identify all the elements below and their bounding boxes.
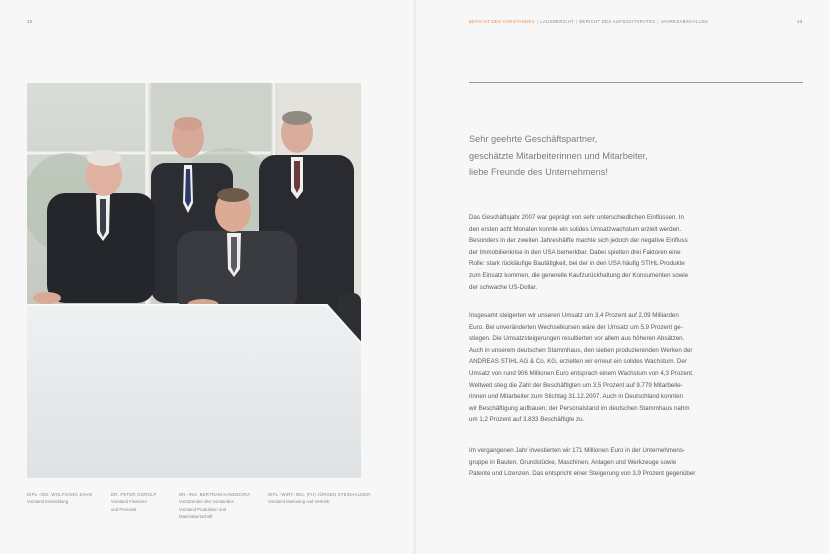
body-line: zum Einsatz kommen, die generelle Kaufzurückhaltung der Konsumenten sowie [469,271,689,279]
caption-name: DIPL.-ING. WOLFGANG ZAHN [27,492,92,497]
header-section: BERICHT DES AUFSICHTSRATES [579,19,656,24]
salutation [469,131,769,181]
body-line: stiegen. Die Umsatzsteigerungen resultierten vor allem aus höheren Absätzen. [469,335,685,343]
body-line: Umsatz von rund 906 Millionen Euro entsprach einem Wachstum von 4,3 Prozent. [469,369,694,377]
caption-name: DIPL.-WIRT.-ING. (FH) JÜRGEN STEINHAUSER [268,492,371,497]
body-line: Das Geschäftsjahr 2007 war geprägt von sehr unterschiedlichen Einflüssen. In [469,214,684,221]
body-paragraph [469,445,729,480]
salutation-line: Sehr geehrte Geschäftspartner, [469,134,598,144]
body-line: der schwache US-Dollar. [469,283,538,291]
header-rule [469,82,803,83]
body-paragraph [469,212,729,293]
caption-role: Vorstand Entwicklung [27,499,69,505]
caption-board-member [179,491,263,521]
caption-role: Materialwirtschaft [179,514,213,520]
body-line: Patente und Lizenzen. Das entspricht einer Steigerung von 3,9 Prozent gegenüber [469,470,696,478]
caption-role: Vorsitzender des Vorstandes [179,499,234,505]
caption-role: und Personal [111,506,137,512]
caption-board-member [268,491,378,506]
body-line: um 1,2 Prozent auf 3.833 Beschäftigte zu. [469,416,585,424]
body-paragraph [469,310,729,426]
caption-name: DR.-ING. BERTRAM KANDZIORA [179,492,251,497]
body-line: wir Beschäftigung aufbauen; der Personalstand im deutschen Stammhaus nahm [469,404,690,412]
running-header: BERICHT DES VORSTANDES | LAGEBERICHT | BERICHT DES AUFSICHTSRATES | JAHRESABSCHLUSS [469,19,709,24]
header-section-active: BERICHT DES VORSTANDES [469,19,535,24]
caption-board-member [111,491,175,513]
body-line: Weltweit stieg die Zahl der Beschäftigten um 3,5 Prozent auf 9.779 Mitarbeite- [469,381,683,389]
page-number-left: 12 [27,19,33,24]
page-number-right: 13 [797,19,803,24]
salutation-line: geschätzte Mitarbeiterinnen und Mitarbeiter, [469,150,648,161]
body-line: der Immobilienkrise in den USA bemerkbar. Dabei spielten drei Faktoren eine [469,248,681,256]
body-line: gruppe in Bauten, Grundstücke, Maschinen, Anlagen und Werkzeuge sowie [469,458,677,466]
body-line: Rolle: stark rückläufige Bautätigkeit, bei der in den USA häufig STIHL Produkte [469,260,685,268]
body-line: Insgesamt steigerten wir unseren Umsatz um 3,4 Prozent auf 2,09 Milliarden [469,312,679,319]
caption-role: Vorstand Finanzen [111,499,147,505]
body-line: Besonders in der zweiten Jahreshälfte machte sich jedoch der negative Einfluss [469,237,688,245]
board-photo [27,83,361,478]
body-line: Im vergangenen Jahr investierten wir 171 Millionen Euro in der Unternehmens- [469,447,685,454]
board-photo-illustration [27,83,361,478]
header-section: LAGEBERICHT [540,19,574,24]
caption-role: Vorstand Marketing und Vertrieb [268,499,330,505]
caption-name: DR. PETER GOROLF [111,492,157,497]
caption-board-member [27,491,105,506]
body-line: den ersten acht Monaten konnte ein solides Umsatzwachstum erzielt werden. [469,225,682,233]
body-line: ANDREAS STIHL AG & Co. KG, erzielten wir erneut ein solides Wachstum. Der [469,358,687,366]
salutation-line: liebe Freunde des Unternehmens! [469,167,608,177]
page-gutter [414,0,416,554]
caption-role: Vorstand Produktion und [179,506,227,512]
body-line: Euro. Bei unveränderten Wechselkursen wäre der Umsatz um 5,9 Prozent ge- [469,323,683,331]
body-line: Auch in unserem deutschen Stammhaus, den sieben produzierenden Werken der [469,346,693,354]
header-section: JAHRESABSCHLUSS [660,19,709,24]
body-line: rinnen und Mitarbeiter zum Stichtag 31.12.2007. Auch in Deutschland konnten [469,393,683,401]
